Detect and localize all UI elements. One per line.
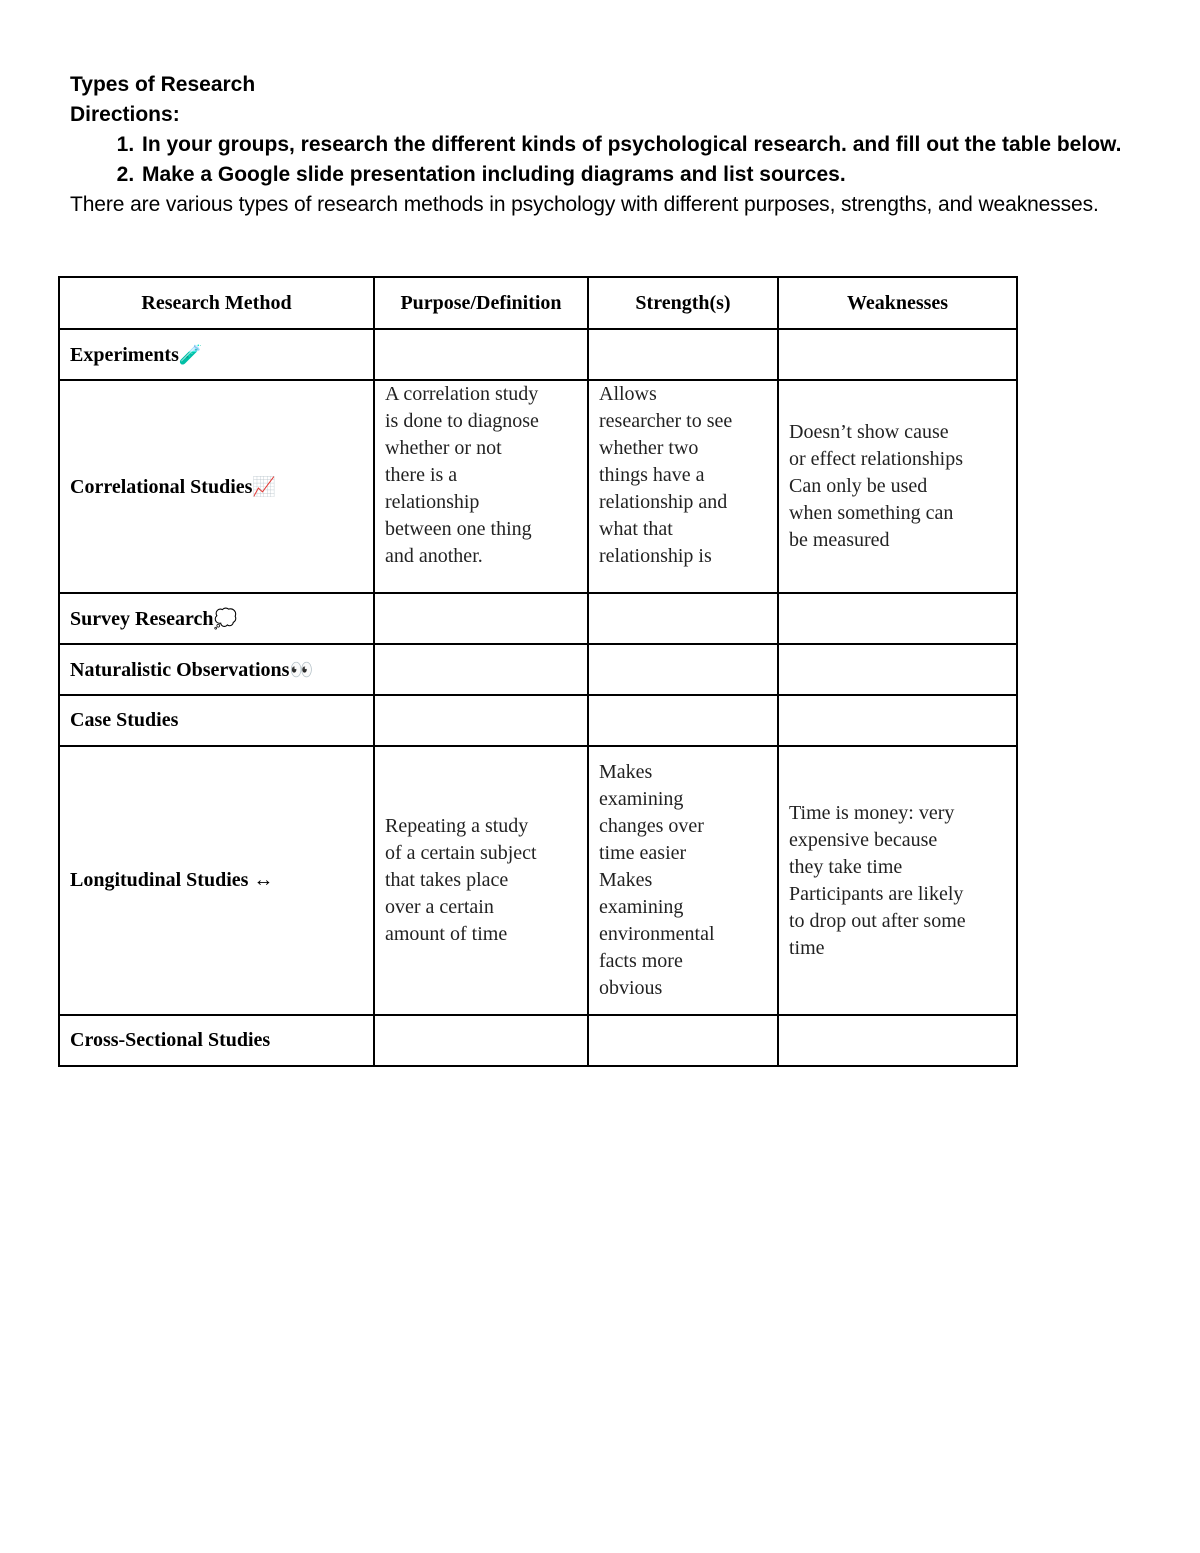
cell-line: obvious — [599, 977, 663, 999]
cell-line: is done to diagnose — [385, 410, 539, 432]
cell-line: that takes place — [385, 869, 509, 891]
cell-line: over a certain — [385, 896, 494, 918]
strengths-cell — [588, 593, 778, 644]
cell-line: Allows — [599, 383, 657, 405]
cell-line: between one thing — [385, 518, 532, 540]
strengths-cell — [588, 329, 778, 380]
table-header-row — [59, 277, 1017, 329]
weaknesses-cell — [778, 644, 1017, 695]
table-row — [59, 329, 1017, 380]
directions-list — [70, 130, 1130, 190]
purpose-cell — [374, 746, 588, 1015]
strengths-cell — [588, 746, 778, 1015]
direction-item: 1. In your groups, research the different kinds of psychological research. and fill out the table below. — [140, 130, 1130, 160]
cell-line: time — [789, 936, 825, 959]
method-name: Longitudinal Studies ↔ — [70, 869, 274, 891]
strengths-cell — [588, 1015, 778, 1066]
cell-line: Doesn’t show cause — [789, 421, 949, 443]
table-row — [59, 644, 1017, 695]
cell-line: Makes — [599, 869, 653, 891]
table-row — [59, 746, 1017, 1015]
method-name: Case Studies — [70, 709, 179, 731]
header-strengths: Strength(s) — [588, 277, 778, 329]
header-weaknesses: Weaknesses — [778, 277, 1017, 329]
test-tube-icon: 🧪 — [178, 343, 203, 366]
table-row — [59, 593, 1017, 644]
cell-line: examining — [599, 896, 684, 918]
table-row — [59, 380, 1017, 593]
cell-line: when something can — [789, 502, 954, 524]
eyes-icon: 👀 — [289, 658, 314, 681]
cell-line: amount of time — [385, 923, 508, 945]
chart-increasing-icon: 📈 — [252, 475, 277, 498]
strengths-cell — [588, 644, 778, 695]
cell-line: time easier — [599, 842, 687, 864]
table-row — [59, 1015, 1017, 1066]
document-title: Types of Research — [70, 73, 256, 96]
purpose-cell — [374, 380, 588, 593]
method-name: Cross-Sectional Studies — [70, 1029, 271, 1051]
weaknesses-cell — [778, 746, 1017, 1015]
cell-line: expensive because — [789, 828, 938, 851]
directions-label: Directions: — [70, 103, 180, 126]
cell-line: to drop out after some — [789, 909, 966, 932]
direction-item: 2. Make a Google slide presentation including diagrams and list sources. — [140, 160, 1130, 190]
cell-line: relationship — [385, 491, 480, 513]
cell-line: of a certain subject — [385, 842, 537, 864]
cell-line: A correlation study — [385, 383, 539, 405]
cell-line: Participants are likely — [789, 882, 964, 905]
method-cell — [59, 1015, 374, 1066]
cell-line: environmental — [599, 923, 715, 945]
strengths-cell — [588, 380, 778, 593]
method-cell — [59, 644, 374, 695]
speech-bubble-icon: 💭 — [213, 607, 238, 630]
cell-line: whether or not — [385, 437, 502, 459]
table-row — [59, 695, 1017, 746]
strengths-cell — [588, 695, 778, 746]
method-cell — [59, 746, 374, 1015]
cell-line: they take time — [789, 855, 903, 878]
intro-text: There are various types of research methods in psychology with different purposes, strengths, and weaknesses. — [70, 193, 1099, 216]
method-name: Naturalistic Observations — [70, 658, 290, 681]
cell-line: or effect relationships — [789, 448, 964, 470]
weaknesses-cell — [778, 593, 1017, 644]
cell-line: Makes — [599, 761, 653, 783]
cell-line: changes over — [599, 815, 704, 837]
purpose-cell — [374, 695, 588, 746]
weaknesses-cell — [778, 695, 1017, 746]
cell-line: Repeating a study — [385, 815, 529, 837]
cell-line: things have a — [599, 464, 705, 486]
cell-line: Can only be used — [789, 475, 928, 497]
cell-line: relationship is — [599, 545, 712, 567]
method-name: Survey Research — [70, 607, 214, 630]
document-header — [70, 70, 1130, 219]
cell-line: Time is money: very — [789, 801, 955, 824]
purpose-cell — [374, 329, 588, 380]
method-cell — [59, 593, 374, 644]
cell-line: what that — [599, 518, 673, 540]
purpose-cell — [374, 644, 588, 695]
cell-line: and another. — [385, 545, 483, 567]
method-cell — [59, 329, 374, 380]
weaknesses-cell — [778, 1015, 1017, 1066]
cell-line: there is a — [385, 464, 458, 486]
cell-line: examining — [599, 788, 684, 810]
method-cell — [59, 380, 374, 593]
method-name: Experiments — [70, 343, 179, 366]
weaknesses-cell — [778, 329, 1017, 380]
header-research-method: Research Method — [59, 277, 374, 329]
header-purpose-definition: Purpose/Definition — [374, 277, 588, 329]
cell-line: be measured — [789, 529, 890, 551]
cell-line: relationship and — [599, 491, 728, 513]
cell-line: whether two — [599, 437, 699, 459]
purpose-cell — [374, 1015, 588, 1066]
research-methods-table — [58, 276, 1018, 1067]
weaknesses-cell — [778, 380, 1017, 593]
purpose-cell — [374, 593, 588, 644]
cell-line: researcher to see — [599, 410, 733, 432]
cell-line: facts more — [599, 950, 683, 972]
method-name: Correlational Studies — [70, 475, 253, 498]
method-cell — [59, 695, 374, 746]
